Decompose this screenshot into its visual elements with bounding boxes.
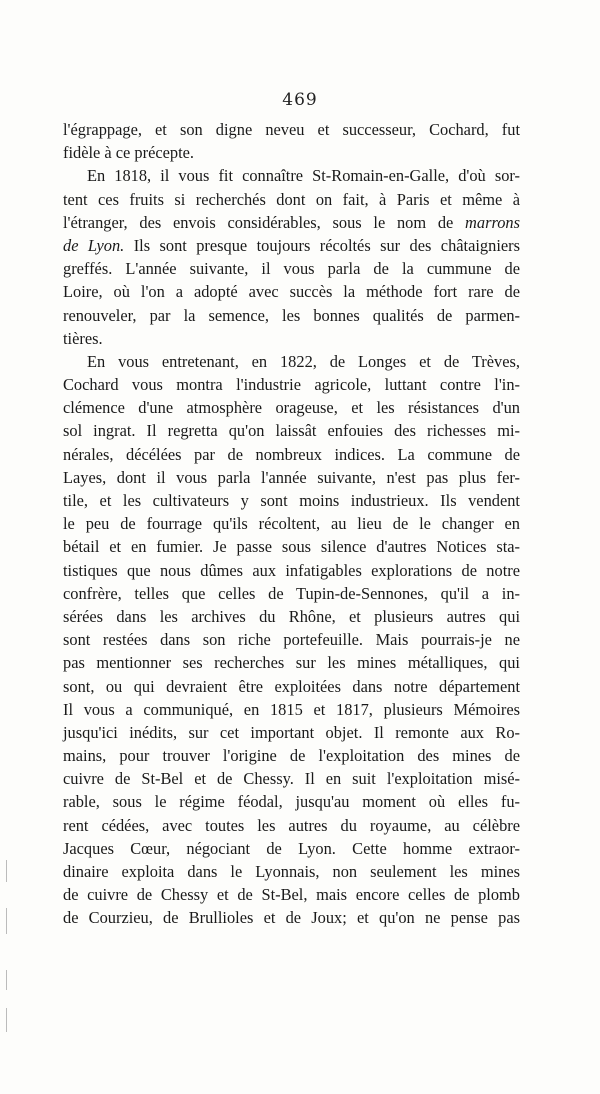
- text-line: rable, sous le régime féodal, jusqu'au moment où elles fu-: [63, 792, 520, 812]
- text-line: sont, ou qui devraient être exploitées dans notre département: [63, 676, 520, 696]
- text-line: Layes, dont il vous parla l'année suivante, n'est pas plus fer-: [63, 467, 520, 487]
- text-line: En 1818, il vous fit connaître St-Romain-en-Galle, d'où sor-: [87, 166, 520, 186]
- text-line: tent ces fruits si recherchés dont on fait, à Paris et même à: [63, 189, 520, 209]
- text-line: Jacques Cœur, négociant de Lyon. Cette homme extraor-: [63, 838, 520, 858]
- text-line: Cochard vous montra l'industrie agricole, luttant contre l'in-: [63, 375, 520, 395]
- text-line: bétail et en fumier. Je passe sous silence d'autres Notices sta-: [63, 537, 520, 557]
- text-line: fidèle à ce précepte.: [63, 143, 195, 163]
- text-line: Il vous a communiqué, en 1815 et 1817, plusieurs Mémoires: [63, 699, 520, 719]
- text-line: pas mentionner ses recherches sur les mines métalliques, qui: [63, 653, 520, 673]
- text-line: de Lyon. Ils sont presque toujours récoltés sur des châtaigniers: [63, 235, 520, 255]
- text-line: sont restées dans son riche portefeuille. Mais pourrais-je ne: [63, 630, 520, 650]
- text-line: dinaire exploita dans le Lyonnais, non seulement les mines: [63, 862, 520, 881]
- text-line: tistiques que nous dûmes aux infatigables explorations de notre: [63, 560, 520, 580]
- text-line: l'étranger, des envois considérables, sous le nom de marrons: [63, 212, 520, 232]
- text-line: clémence d'une atmosphère orageuse, et les résistances d'un: [63, 398, 520, 418]
- page-number: 469: [282, 90, 318, 110]
- text-line: mains, pour trouver l'origine de l'exploitation des mines de: [63, 746, 520, 766]
- text-line: tile, et les cultivateurs y sont moins industrieux. Ils vendent: [63, 491, 520, 510]
- text-line: de cuivre de Chessy et de St-Bel, mais encore celles de plomb: [63, 885, 520, 905]
- text-line: renouveler, par la semence, les bonnes qualités de parmen-: [63, 305, 520, 325]
- text-line: rent cédées, avec toutes les autres du royaume, au célèbre: [63, 815, 520, 835]
- text-line: jusqu'ici inédits, sur cet important objet. Il remonte aux Ro-: [63, 722, 520, 742]
- text-line: l'égrappage, et son digne neveu et successeur, Cochard, fut: [63, 120, 520, 139]
- text-line: Loire, où l'on a adopté avec succès la méthode fort rare de: [63, 282, 520, 302]
- margin-marks: [6, 860, 8, 1040]
- text-line: de Courzieu, de Brullioles et de Joux; et qu'on ne pense pas: [63, 908, 520, 928]
- text-line: nérales, décélées par de nombreux indices. La commune de: [63, 444, 520, 464]
- body-text: [63, 118, 520, 930]
- text-line: sol ingrat. Il regretta qu'on laissât enfouies des richesses mi-: [63, 421, 520, 441]
- text-line: tières.: [63, 328, 103, 348]
- text-line: le peu de fourrage qu'ils récoltent, au lieu de le changer en: [63, 514, 520, 534]
- text-line: sérées dans les archives du Rhône, et plusieurs autres qui: [63, 606, 520, 626]
- text-line: greffés. L'année suivante, il vous parla de la cummune de: [63, 259, 520, 279]
- text-line: En vous entretenant, en 1822, de Longes et de Trèves,: [87, 351, 520, 371]
- text-line: cuivre de St-Bel et de Chessy. Il en suit l'exploitation misé-: [63, 769, 520, 789]
- text-line: confrère, telles que celles de Tupin-de-Sennones, qu'il a in-: [63, 583, 520, 603]
